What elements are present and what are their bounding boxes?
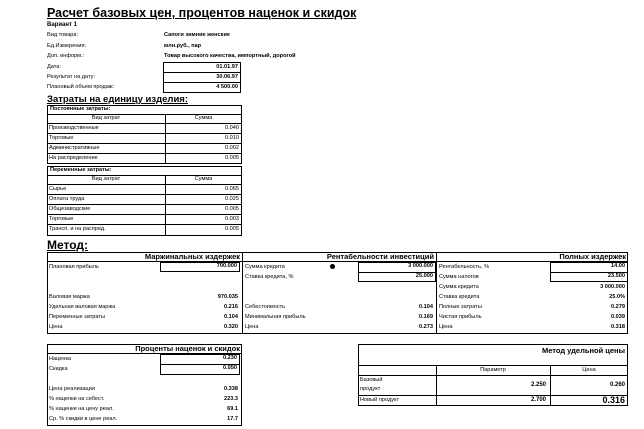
credit-amount-label: Сумма кредита xyxy=(245,264,285,270)
markup-cost-label: % наценки на себест. xyxy=(49,396,105,402)
sale-price-value: 0.338 xyxy=(224,386,238,392)
markup-sale-value: 69.1 xyxy=(227,406,238,412)
marginal-header: Маржинальных издержек xyxy=(144,252,240,261)
new-price-value: 0.316 xyxy=(602,395,625,405)
table-row-label: Торговые xyxy=(49,216,74,222)
fixed-costs-title: Постоянные затраты: xyxy=(50,106,111,112)
unit-margin-label: Удельная валовая маржа xyxy=(49,304,116,310)
total-costs-value: 0.279 xyxy=(611,304,625,310)
markup-cost-value: 223.3 xyxy=(224,396,238,402)
info-label: Вид товара: xyxy=(47,32,79,38)
markups-header: Проценты наценок и скидок xyxy=(135,344,240,353)
avg-discount-value: 17.7 xyxy=(227,416,238,422)
full-credit-value: 3 000.000 xyxy=(600,284,625,290)
total-costs-label: Полные затраты xyxy=(439,304,482,310)
full-rate-value: 25.0% xyxy=(609,294,625,300)
col-sum-header: Сумма xyxy=(194,176,213,182)
table-row-label: Административные xyxy=(49,145,100,151)
col-sum-header: Сумма xyxy=(194,115,213,121)
table-row-value[interactable]: 0.005 xyxy=(225,155,239,161)
new-product-label: Новый продукт xyxy=(360,397,400,403)
info-label: Ед.Измерения: xyxy=(47,43,87,49)
planned-profit-label: Плановая прибыль xyxy=(49,264,99,270)
gross-margin-label: Валовая маржа xyxy=(49,294,90,300)
result-date-label: Результат на дату: xyxy=(47,74,95,80)
variable-costs-title: Переменные затраты: xyxy=(50,167,112,173)
info-value: Товар высокого качества, импортный, дорогой xyxy=(164,53,296,59)
col-type-header: Вид затрат xyxy=(91,115,121,121)
col-price-header: Цена xyxy=(582,367,596,373)
table-row-value[interactable]: 0.025 xyxy=(225,196,239,202)
markup-label: Наценка xyxy=(49,356,72,362)
info-value: Сапоги зимние женские xyxy=(164,32,231,38)
table-row-label: Трансп. и на распред. xyxy=(49,226,106,232)
date-label: Дата: xyxy=(47,64,61,70)
col-type-header: Вид затрат xyxy=(91,176,121,182)
base-param-value[interactable]: 2.250 xyxy=(530,382,546,388)
table-row-label: Торговые xyxy=(49,135,74,141)
table-row-label: Сырье xyxy=(49,186,67,192)
table-row-value[interactable]: 0.065 xyxy=(225,186,239,192)
sales-volume-field[interactable]: 4 500.00 xyxy=(216,84,238,90)
marginal-price-value: 0.320 xyxy=(224,324,238,330)
avg-discount-label: Ср. % скидки в цене реал. xyxy=(49,416,118,422)
unit-margin-value: 0.216 xyxy=(224,304,238,310)
method-title: Метод: xyxy=(47,238,89,252)
table-row-label: Производственные xyxy=(49,125,99,131)
credit-rate-field[interactable]: 25.000 xyxy=(415,273,433,279)
net-profit-value: 0.039 xyxy=(611,314,625,320)
result-date-field[interactable]: 30.06.97 xyxy=(216,74,238,80)
roi-header: Рентабельности инвестиций xyxy=(326,252,434,261)
credit-rate-label: Ставка кредита, % xyxy=(245,274,294,280)
planned-profit-value: 700.000 xyxy=(216,263,237,269)
date-field[interactable]: 01.01.97 xyxy=(216,64,238,70)
cost-price-value: 0.104 xyxy=(419,304,433,310)
roi-price-value: 0.273 xyxy=(419,324,433,330)
full-price-label: Цена xyxy=(439,324,453,330)
table-row-label: Общезаводские xyxy=(49,206,91,212)
min-profit-label: Минимальная прибыль xyxy=(245,314,306,320)
discount-label: Скидка xyxy=(49,366,68,372)
new-param-value[interactable]: 2.700 xyxy=(530,397,546,403)
info-value: млн.руб., пар xyxy=(164,43,202,49)
net-profit-label: Чистая прибыль xyxy=(439,314,482,320)
variable-costs-value: 0.104 xyxy=(224,314,238,320)
credit-amount-field[interactable]: 3 000.000 xyxy=(408,263,433,269)
markup-field[interactable]: 0.230 xyxy=(223,355,237,361)
profitability-label: Рентабельность, % xyxy=(439,264,490,270)
markup-sale-label: % наценки на цену реал. xyxy=(49,406,114,412)
col-param-header: Параметр xyxy=(480,367,506,373)
full-costs-header: Полных издержек xyxy=(559,252,626,261)
variable-costs-label: Переменные затраты xyxy=(49,314,105,320)
table-row-value[interactable]: 0.005 xyxy=(225,226,239,232)
bullet-icon xyxy=(330,264,335,269)
min-profit-value: 0.169 xyxy=(419,314,433,320)
table-row-value[interactable]: 0.040 xyxy=(225,125,239,131)
tax-field[interactable]: 23.500 xyxy=(607,273,625,279)
info-label: Доп. информ.: xyxy=(47,53,85,59)
sale-price-label: Цена реализации xyxy=(49,386,95,392)
base-product-label: продукт xyxy=(360,386,381,392)
costs-title: Затраты на единицу изделия: xyxy=(47,94,188,105)
profitability-field[interactable]: 14.00 xyxy=(611,263,625,269)
table-row-value[interactable]: 0.003 xyxy=(225,216,239,222)
page-title: Расчет базовых цен, процентов наценок и скидок xyxy=(47,6,357,20)
discount-field[interactable]: 0.050 xyxy=(223,365,237,371)
base-product-label: Базовый xyxy=(360,377,383,383)
roi-price-label: Цена xyxy=(245,324,259,330)
table-row-label: На распределение xyxy=(49,155,98,161)
tax-label: Сумма налогов xyxy=(439,274,479,280)
marginal-price-label: Цена xyxy=(49,324,63,330)
method-table xyxy=(47,252,628,334)
table-row-value[interactable]: 0.005 xyxy=(225,206,239,212)
table-row-value[interactable]: 0.010 xyxy=(225,135,239,141)
full-credit-label: Сумма кредита xyxy=(439,284,479,290)
full-rate-label: Ставка кредита xyxy=(439,294,480,300)
unit-price-header: Метод удельной цены xyxy=(541,346,625,355)
sales-volume-label: Плановый объем продаж: xyxy=(47,84,115,90)
table-row-value[interactable]: 0.002 xyxy=(225,145,239,151)
full-price-value: 0.318 xyxy=(611,324,625,330)
table-row-label: Оплата труда xyxy=(49,196,85,202)
variant-label: Вариант 1 xyxy=(47,22,77,28)
cost-price-label: Себестоимость xyxy=(245,304,286,310)
gross-margin-value: 970.035 xyxy=(217,294,238,300)
base-price-value: 0.260 xyxy=(609,382,625,388)
